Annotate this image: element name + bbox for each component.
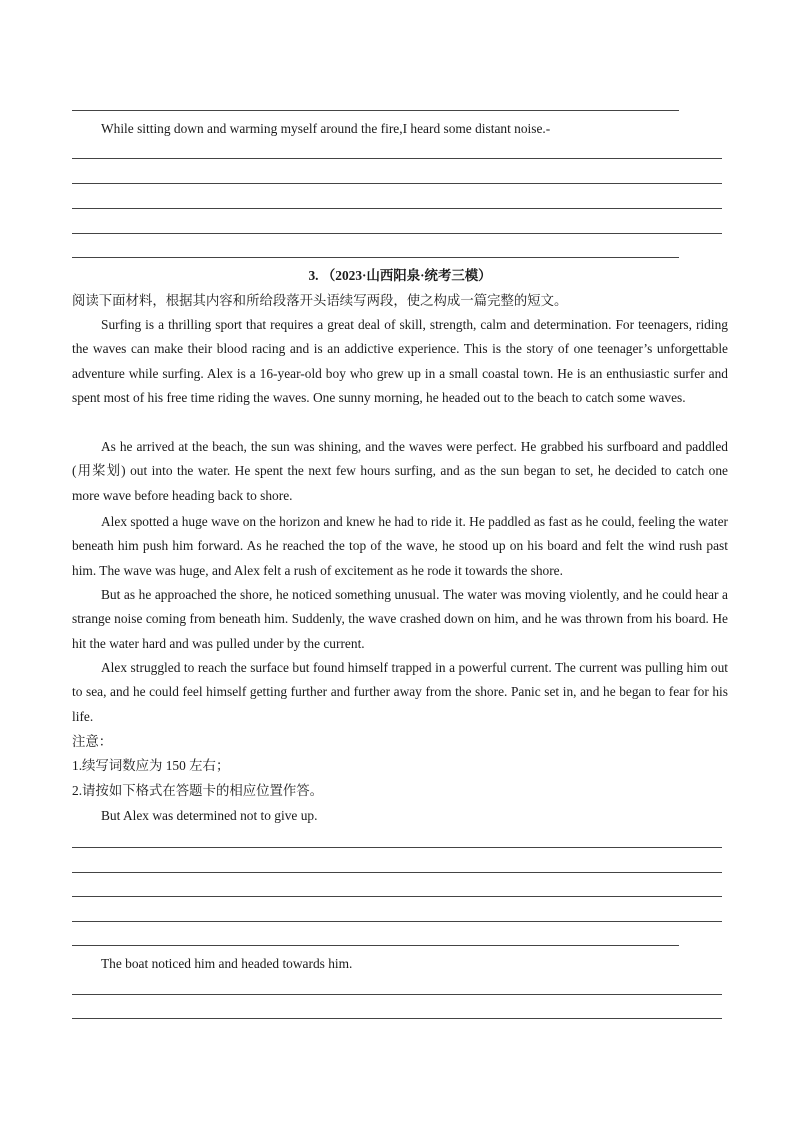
story-paragraph-5: Alex struggled to reach the surface but found himself trapped in a powerful current. The current was pulling him out to sea, and he could feel himself getting further and further away from the shore. Panic set in, and he began to fear for his life.	[72, 660, 728, 724]
continuation-prompt-2: The boat noticed him and headed towards him.	[101, 956, 353, 971]
answer-line	[72, 896, 722, 897]
answer-line	[72, 257, 679, 258]
story-paragraph-3: Alex spotted a huge wave on the horizon and knew he had to ride it. He paddled as fast as he could, feeling the water beneath him push him forward. As he reached the top of the wave, he stood up on his board and felt the wind rush past him. The wave was huge, and Alex felt a rush of excitement as he rode it towards the shore.	[72, 514, 728, 578]
story-paragraph-1: Surfing is a thrilling sport that requires a great deal of skill, strength, calm and determination. For teenagers, riding the waves can make their blood racing and is an addictive experience. This is the story of one teenager’s unforgettable adventure while surfing. Alex is a 16-year-old boy who grew up in a small coastal town. He is an enthusiastic surfer and spent most of his free time riding the waves. One sunny morning, he headed out to the beach to catch some waves.	[72, 317, 728, 405]
answer-line	[72, 183, 722, 184]
continuation-prompt-1: But Alex was determined not to give up.	[101, 808, 318, 823]
answer-line	[72, 872, 722, 873]
answer-line	[72, 158, 722, 159]
answer-line	[72, 208, 722, 209]
note-word-count: 1.续写词数应为 150 左右；	[72, 758, 230, 773]
question-number: 3.	[308, 268, 319, 283]
question-instruction: 阅读下面材料，根据其内容和所给段落开头语续写两段，使之构成一篇完整的短文。	[72, 293, 568, 308]
story-paragraph-2: As he arrived at the beach, the sun was shining, and the waves were perfect. He grabbed his surfboard and paddled (用桨划) out into the water. He spent the next few hours surfing, and as the sun began to set, he decided to catch one more wave before heading back to shore.	[72, 439, 728, 503]
question-heading	[72, 264, 728, 288]
answer-line	[72, 110, 679, 111]
answer-line	[72, 847, 722, 848]
answer-line	[72, 1018, 722, 1019]
story-paragraph-4: But as he approached the shore, he noticed something unusual. The water was moving violently, and he could hear a strange noise coming from beneath him. Suddenly, the wave crashed down on him, and he was thrown from his board. He hit the water hard and was pulled under by the current.	[72, 587, 728, 651]
notes-title: 注意：	[72, 734, 113, 749]
question-source: （2023·山西阳泉·统考三模）	[321, 268, 492, 283]
answer-line	[72, 994, 722, 995]
answer-line	[72, 945, 679, 946]
answer-line	[72, 921, 722, 922]
continuation-prompt-fire: While sitting down and warming myself around the fire,I heard some distant noise.-	[101, 121, 551, 136]
note-format: 2.请按如下格式在答题卡的相应位置作答。	[72, 783, 324, 798]
answer-line	[72, 233, 722, 234]
